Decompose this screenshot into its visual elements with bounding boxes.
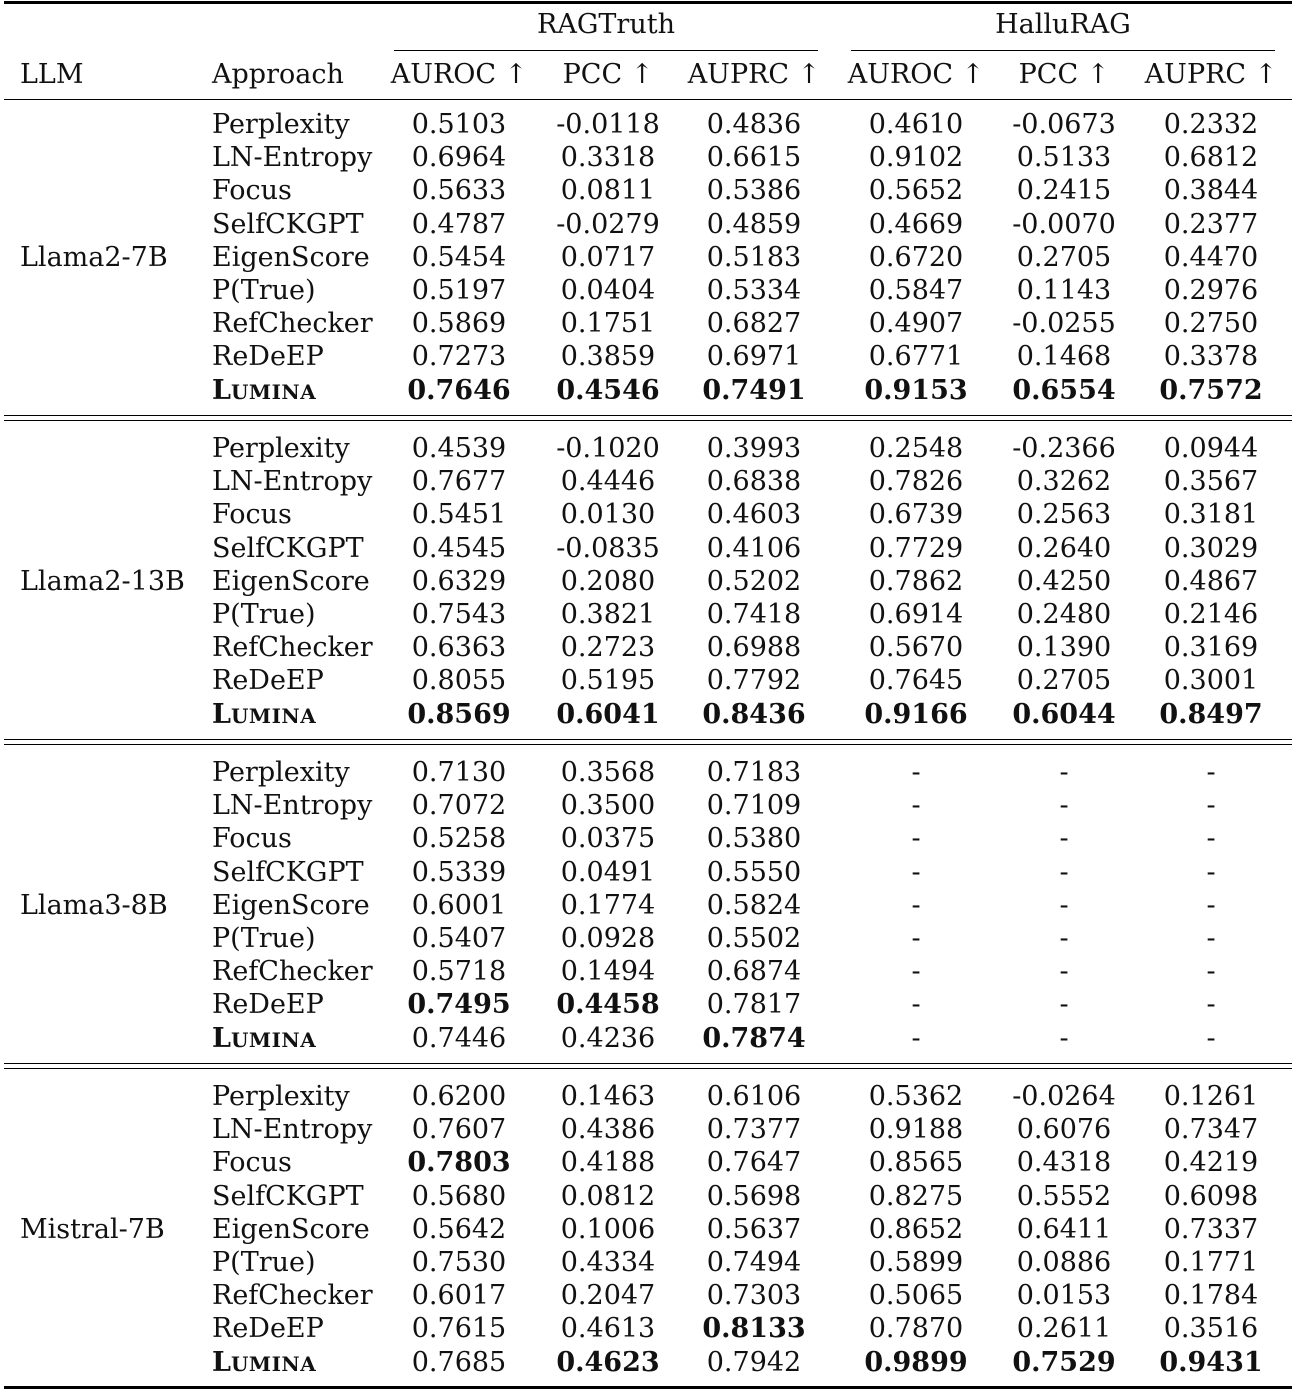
metric-value: 0.7826 <box>868 466 964 498</box>
metric-value: - <box>911 856 921 888</box>
approach-name: Perplexity <box>212 433 350 464</box>
metric-value: - <box>911 989 921 1021</box>
metric-value: 0.6001 <box>411 889 507 921</box>
approach-name: RefChecker <box>212 632 373 664</box>
metric-value: 0.7072 <box>411 790 507 822</box>
metric-value: 0.7870 <box>868 1313 964 1345</box>
metric-value: 0.5065 <box>868 1280 964 1312</box>
metric-value: - <box>1206 823 1216 855</box>
metric-value: 0.0130 <box>560 499 656 531</box>
metric-value: 0.3029 <box>1163 532 1259 564</box>
metric-value: 0.2480 <box>1016 599 1112 630</box>
metric-value: 0.7377 <box>706 1114 802 1146</box>
metric-value: 0.9431 <box>1159 1346 1263 1378</box>
metric-value: 0.5670 <box>868 632 964 664</box>
approach-name: LN-Entropy <box>212 790 373 822</box>
approach-name: LN-Entropy <box>212 1114 373 1146</box>
metric-value: 0.7491 <box>702 374 806 406</box>
metric-value: 0.5334 <box>706 275 802 306</box>
metric-value: - <box>911 923 921 954</box>
section-double-rule <box>4 415 1292 416</box>
approach-name: SelfCKGPT <box>212 208 364 240</box>
metric-value: 0.6827 <box>706 308 802 340</box>
approach-name: Focus <box>212 499 292 531</box>
metric-value: - <box>911 790 921 822</box>
metric-header: AUPRC ↑ <box>1144 59 1278 90</box>
metric-value: 0.4386 <box>560 1114 656 1146</box>
metric-value: 0.4458 <box>556 989 660 1021</box>
metric-value: 0.8133 <box>702 1313 806 1345</box>
metric-value: 0.3378 <box>1163 341 1259 373</box>
metric-value: 0.4236 <box>560 1022 656 1054</box>
metric-value: 0.6838 <box>706 466 802 498</box>
metric-value: 0.2640 <box>1016 532 1112 564</box>
approach-name: Perplexity <box>212 109 350 140</box>
approach-name: SelfCKGPT <box>212 856 364 888</box>
metric-value: 0.4669 <box>868 208 964 240</box>
metric-value: 0.4603 <box>706 499 802 531</box>
metric-value: 0.4613 <box>560 1313 656 1345</box>
metric-value: 0.4318 <box>1016 1147 1112 1179</box>
metric-value: 0.1390 <box>1016 632 1112 664</box>
metric-value: 0.7130 <box>411 757 507 788</box>
metric-value: 0.1143 <box>1016 275 1112 306</box>
metric-value: 0.8436 <box>702 698 806 730</box>
metric-value: 0.7529 <box>1012 1346 1116 1378</box>
metric-value: 0.3567 <box>1163 466 1259 498</box>
metric-value: 0.8055 <box>411 665 507 697</box>
metric-value: 0.6874 <box>706 956 802 988</box>
metric-value: 0.5652 <box>868 175 964 207</box>
metric-value: 0.3821 <box>560 599 656 630</box>
metric-value: 0.5339 <box>411 856 507 888</box>
metric-value: 0.7645 <box>868 665 964 697</box>
metric-value: 0.7543 <box>411 599 507 630</box>
metric-value: 0.0404 <box>560 275 656 306</box>
metric-value: 0.7530 <box>411 1247 507 1278</box>
metric-value: 0.2563 <box>1016 499 1112 531</box>
approach-name-lumina: LUMINA <box>212 1346 317 1378</box>
metric-value: 0.7418 <box>706 599 802 630</box>
metric-value: 0.5502 <box>706 923 802 954</box>
metric-value: 0.2415 <box>1016 175 1112 207</box>
metric-value: 0.4859 <box>706 208 802 240</box>
approach-column-header: Approach <box>212 59 344 90</box>
metric-value: 0.8652 <box>868 1213 964 1245</box>
metric-value: 0.2705 <box>1016 241 1112 273</box>
metric-value: 0.6988 <box>706 632 802 664</box>
metric-value: 0.3500 <box>560 790 656 822</box>
metric-value: 0.2723 <box>560 632 656 664</box>
metric-value: 0.6771 <box>868 341 964 373</box>
group-underline <box>394 50 818 51</box>
metric-value: 0.4867 <box>1163 565 1259 597</box>
approach-name: EigenScore <box>212 1213 370 1245</box>
llm-name: Llama2-7B <box>20 241 168 273</box>
metric-value: - <box>1059 1022 1069 1054</box>
metric-value: 0.6017 <box>411 1280 507 1312</box>
approach-name: P(True) <box>212 275 316 306</box>
metric-value: 0.7273 <box>411 341 507 373</box>
approach-name: P(True) <box>212 923 316 954</box>
metric-value: 0.3001 <box>1163 665 1259 697</box>
metric-value: 0.7862 <box>868 565 964 597</box>
metric-value: 0.5718 <box>411 956 507 988</box>
metric-value: 0.9899 <box>864 1346 968 1378</box>
approach-name: Perplexity <box>212 1081 350 1112</box>
metric-value: 0.9166 <box>864 698 968 730</box>
metric-value: 0.7337 <box>1163 1213 1259 1245</box>
metric-value: 0.4623 <box>556 1346 660 1378</box>
metric-header: PCC ↑ <box>1018 59 1110 90</box>
approach-name: Focus <box>212 823 292 855</box>
metric-value: 0.4787 <box>411 208 507 240</box>
metric-value: 0.7942 <box>706 1346 802 1378</box>
metric-value: - <box>1206 757 1216 788</box>
metric-value: -0.0673 <box>1012 109 1116 140</box>
metric-value: 0.7607 <box>411 1114 507 1146</box>
metric-value: -0.0279 <box>556 208 660 240</box>
metric-value: - <box>911 956 921 988</box>
metric-value: 0.7347 <box>1163 1114 1259 1146</box>
metric-value: 0.6739 <box>868 499 964 531</box>
approach-name: Focus <box>212 1147 292 1179</box>
metric-value: 0.6076 <box>1016 1114 1112 1146</box>
metric-value: 0.3169 <box>1163 632 1259 664</box>
metric-value: 0.6098 <box>1163 1180 1259 1212</box>
metric-value: 0.3516 <box>1163 1313 1259 1345</box>
section-double-rule <box>4 739 1292 740</box>
metric-value: 0.7817 <box>706 989 802 1021</box>
metric-value: - <box>1206 889 1216 921</box>
approach-name: EigenScore <box>212 889 370 921</box>
metric-value: 0.0153 <box>1016 1280 1112 1312</box>
metric-value: 0.3262 <box>1016 466 1112 498</box>
metric-value: 0.1463 <box>560 1081 656 1112</box>
metric-value: 0.6041 <box>556 698 660 730</box>
metric-value: 0.7677 <box>411 466 507 498</box>
metric-value: 0.3993 <box>706 433 802 464</box>
approach-name: EigenScore <box>212 565 370 597</box>
metric-value: 0.7572 <box>1159 374 1263 406</box>
metric-value: 0.2047 <box>560 1280 656 1312</box>
metric-value: 0.5637 <box>706 1213 802 1245</box>
approach-name: ReDeEP <box>212 341 324 373</box>
metric-value: 0.5362 <box>868 1081 964 1112</box>
metric-value: 0.4106 <box>706 532 802 564</box>
metric-value: - <box>1059 889 1069 921</box>
metric-value: 0.0717 <box>560 241 656 273</box>
metric-value: 0.5680 <box>411 1180 507 1212</box>
metric-value: 0.5386 <box>706 175 802 207</box>
metric-value: 0.7729 <box>868 532 964 564</box>
metric-value: - <box>1059 823 1069 855</box>
approach-name: RefChecker <box>212 956 373 988</box>
approach-name-lumina: LUMINA <box>212 698 317 730</box>
llm-name: Llama2-13B <box>20 565 185 597</box>
metric-value: 0.8497 <box>1159 698 1263 730</box>
metric-value: 0.7874 <box>702 1022 806 1054</box>
metric-value: 0.9153 <box>864 374 968 406</box>
metric-value: 0.7109 <box>706 790 802 822</box>
metric-value: 0.6106 <box>706 1081 802 1112</box>
metric-value: 0.6554 <box>1012 374 1116 406</box>
metric-value: 0.1751 <box>560 308 656 340</box>
metric-value: 0.5451 <box>411 499 507 531</box>
metric-value: - <box>911 889 921 921</box>
approach-name: P(True) <box>212 1247 316 1278</box>
metric-value: 0.1494 <box>560 956 656 988</box>
metric-value: - <box>911 757 921 788</box>
llm-column-header: LLM <box>20 59 84 90</box>
metric-value: 0.1006 <box>560 1213 656 1245</box>
metric-value: 0.2332 <box>1163 109 1259 140</box>
metric-value: -0.1020 <box>556 433 660 464</box>
metric-value: 0.6971 <box>706 341 802 373</box>
group-header: HalluRAG <box>995 9 1131 40</box>
metric-value: 0.6615 <box>706 142 802 174</box>
section-double-rule <box>4 1063 1292 1064</box>
section-double-rule <box>4 744 1292 745</box>
approach-name: LN-Entropy <box>212 142 373 174</box>
metric-value: 0.7495 <box>407 989 511 1021</box>
approach-name: RefChecker <box>212 308 373 340</box>
metric-value: 0.0944 <box>1163 433 1259 464</box>
top-rule <box>4 1 1292 4</box>
metric-value: 0.3859 <box>560 341 656 373</box>
metric-value: -0.0255 <box>1012 308 1116 340</box>
metric-value: - <box>1059 757 1069 788</box>
metric-value: 0.6200 <box>411 1081 507 1112</box>
approach-name: P(True) <box>212 599 316 630</box>
metric-value: 0.9102 <box>868 142 964 174</box>
metric-value: -0.0264 <box>1012 1081 1116 1112</box>
metric-value: 0.5133 <box>1016 142 1112 174</box>
metric-value: 0.4470 <box>1163 241 1259 273</box>
metric-value: 0.2548 <box>868 433 964 464</box>
metric-value: 0.6964 <box>411 142 507 174</box>
approach-name: RefChecker <box>212 1280 373 1312</box>
metric-value: -0.0070 <box>1012 208 1116 240</box>
metric-value: 0.7446 <box>411 1022 507 1054</box>
metric-value: 0.7615 <box>411 1313 507 1345</box>
metric-value: 0.2377 <box>1163 208 1259 240</box>
metric-value: 0.6363 <box>411 632 507 664</box>
metric-value: - <box>1059 856 1069 888</box>
metric-value: 0.4334 <box>560 1247 656 1278</box>
metric-value: 0.4610 <box>868 109 964 140</box>
approach-name: Perplexity <box>212 757 350 788</box>
metric-value: 0.1784 <box>1163 1280 1259 1312</box>
metric-value: 0.5899 <box>868 1247 964 1278</box>
metric-value: - <box>1059 989 1069 1021</box>
metric-value: 0.2611 <box>1016 1313 1112 1345</box>
metric-value: 0.5633 <box>411 175 507 207</box>
metric-value: 0.5103 <box>411 109 507 140</box>
metric-value: 0.4219 <box>1163 1147 1259 1179</box>
metric-value: 0.2705 <box>1016 665 1112 697</box>
approach-name: ReDeEP <box>212 989 324 1021</box>
metric-value: 0.9188 <box>868 1114 964 1146</box>
metric-value: 0.2146 <box>1163 599 1259 630</box>
metric-value: 0.0811 <box>560 175 656 207</box>
section-double-rule <box>4 1068 1292 1069</box>
metric-value: - <box>1206 989 1216 1021</box>
metric-value: 0.5552 <box>1016 1180 1112 1212</box>
metric-value: 0.7792 <box>706 665 802 697</box>
metric-value: 0.6044 <box>1012 698 1116 730</box>
group-underline <box>851 50 1275 51</box>
metric-value: 0.7803 <box>407 1147 511 1179</box>
bottom-rule <box>4 1386 1292 1389</box>
metric-value: 0.5847 <box>868 275 964 306</box>
metric-value: 0.4446 <box>560 466 656 498</box>
metric-value: 0.5195 <box>560 665 656 697</box>
metric-value: 0.4545 <box>411 532 507 564</box>
metric-value: 0.4250 <box>1016 565 1112 597</box>
metric-value: 0.0928 <box>560 923 656 954</box>
approach-name-lumina: LUMINA <box>212 374 317 406</box>
metric-value: -0.0835 <box>556 532 660 564</box>
metric-value: 0.5824 <box>706 889 802 921</box>
metric-value: 0.2976 <box>1163 275 1259 306</box>
metric-value: 0.0375 <box>560 823 656 855</box>
metric-value: 0.3844 <box>1163 175 1259 207</box>
metric-value: - <box>1059 956 1069 988</box>
metric-value: 0.1468 <box>1016 341 1112 373</box>
metric-value: - <box>1206 790 1216 822</box>
metric-value: 0.5698 <box>706 1180 802 1212</box>
metric-value: 0.5197 <box>411 275 507 306</box>
approach-name: LN-Entropy <box>212 466 373 498</box>
metric-value: 0.6914 <box>868 599 964 630</box>
metric-value: - <box>911 1022 921 1054</box>
metric-value: 0.3568 <box>560 757 656 788</box>
metric-value: 0.7646 <box>407 374 511 406</box>
metric-value: 0.2080 <box>560 565 656 597</box>
group-header: RAGTruth <box>537 9 675 40</box>
metric-value: 0.3181 <box>1163 499 1259 531</box>
section-double-rule <box>4 420 1292 421</box>
metric-value: 0.4836 <box>706 109 802 140</box>
metric-value: 0.5258 <box>411 823 507 855</box>
metric-value: 0.6720 <box>868 241 964 273</box>
metric-value: 0.7647 <box>706 1147 802 1179</box>
llm-name: Llama3-8B <box>20 889 168 921</box>
metric-value: 0.0491 <box>560 856 656 888</box>
metric-value: 0.5550 <box>706 856 802 888</box>
metric-value: 0.5202 <box>706 565 802 597</box>
metric-value: 0.1774 <box>560 889 656 921</box>
metric-header: AUPRC ↑ <box>687 59 821 90</box>
metric-header: AUROC ↑ <box>390 59 528 90</box>
metric-value: 0.5869 <box>411 308 507 340</box>
metric-value: 0.4539 <box>411 433 507 464</box>
metric-value: 0.0886 <box>1016 1247 1112 1278</box>
metric-value: 0.3318 <box>560 142 656 174</box>
metric-value: 0.4188 <box>560 1147 656 1179</box>
metric-header: AUROC ↑ <box>847 59 985 90</box>
metric-value: 0.5380 <box>706 823 802 855</box>
metric-value: 0.6329 <box>411 565 507 597</box>
approach-name: ReDeEP <box>212 1313 324 1345</box>
metric-value: 0.7494 <box>706 1247 802 1278</box>
approach-name: ReDeEP <box>212 665 324 697</box>
metric-value: 0.7303 <box>706 1280 802 1312</box>
metric-value: 0.6812 <box>1163 142 1259 174</box>
metric-value: 0.0812 <box>560 1180 656 1212</box>
llm-name: Mistral-7B <box>20 1213 165 1245</box>
metric-header: PCC ↑ <box>562 59 654 90</box>
approach-name: EigenScore <box>212 241 370 273</box>
metric-value: 0.7183 <box>706 757 802 788</box>
metric-value: 0.8565 <box>868 1147 964 1179</box>
metric-value: 0.8275 <box>868 1180 964 1212</box>
metric-value: 0.5454 <box>411 241 507 273</box>
approach-name: SelfCKGPT <box>212 1180 364 1212</box>
metric-value: 0.4546 <box>556 374 660 406</box>
metric-value: -0.2366 <box>1012 433 1116 464</box>
metric-value: 0.5407 <box>411 923 507 954</box>
metric-value: - <box>911 823 921 855</box>
metric-value: 0.2750 <box>1163 308 1259 340</box>
approach-name: SelfCKGPT <box>212 532 364 564</box>
metric-value: 0.5642 <box>411 1213 507 1245</box>
metric-value: - <box>1059 923 1069 954</box>
header-rule <box>4 99 1292 100</box>
metric-value: - <box>1206 1022 1216 1054</box>
approach-name-lumina: LUMINA <box>212 1022 317 1054</box>
metric-value: 0.4907 <box>868 308 964 340</box>
approach-name: Focus <box>212 175 292 207</box>
metric-value: - <box>1206 956 1216 988</box>
metric-value: 0.1261 <box>1163 1081 1259 1112</box>
metric-value: - <box>1206 856 1216 888</box>
metric-value: - <box>1059 790 1069 822</box>
metric-value: 0.7685 <box>411 1346 507 1378</box>
metric-value: 0.1771 <box>1163 1247 1259 1278</box>
metric-value: - <box>1206 923 1216 954</box>
metric-value: -0.0118 <box>556 109 660 140</box>
metric-value: 0.6411 <box>1016 1213 1112 1245</box>
metric-value: 0.5183 <box>706 241 802 273</box>
metric-value: 0.8569 <box>407 698 511 730</box>
